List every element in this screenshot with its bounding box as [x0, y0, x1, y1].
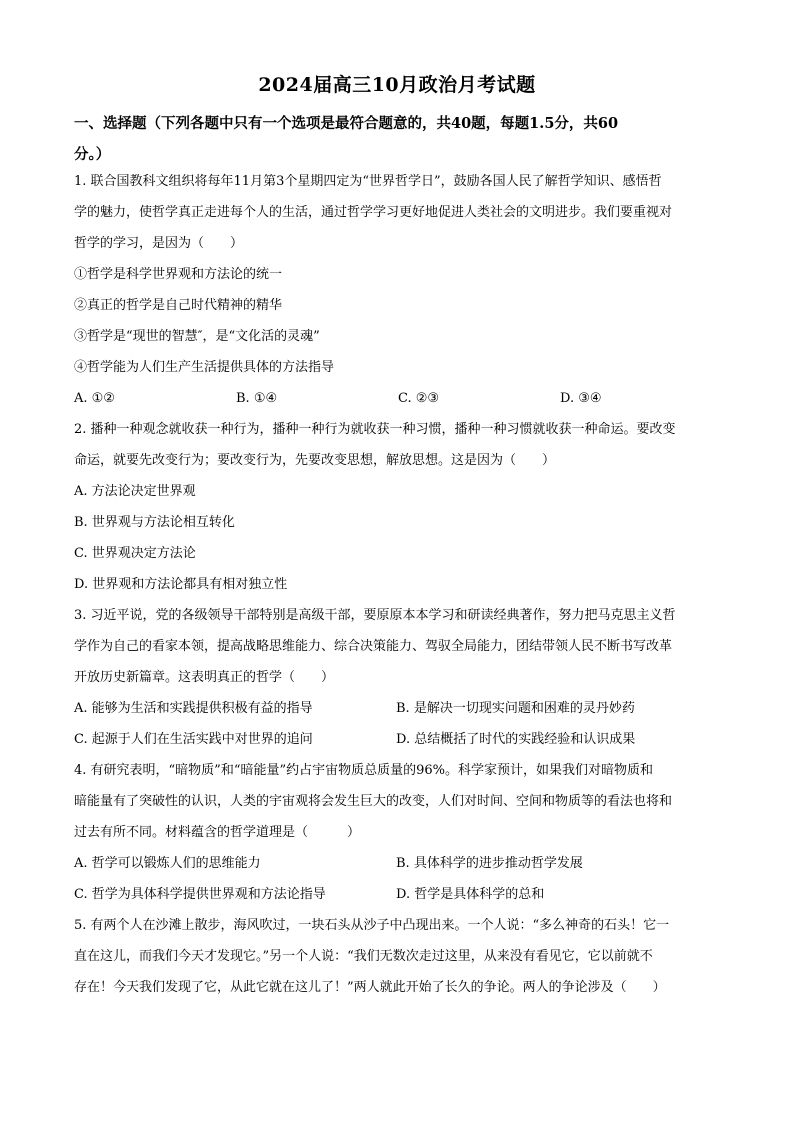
question-text-line: 命运，就要先改变行为；要改变行为，先要改变思想，解放思想。这是因为（ ）	[74, 453, 556, 468]
option-b[interactable]: B. 世界观与方法论相互转化	[74, 515, 235, 530]
question-2	[74, 414, 724, 600]
question-text-line: 2. 播种一种观念就收获一种行为，播种一种行为就收获一种习惯，播种一种习惯就收获一种命运。要改变	[74, 422, 676, 437]
option-row	[74, 693, 724, 724]
option-a[interactable]: A. 方法论决定世界观	[74, 484, 196, 499]
option-c[interactable]: C. 起源于人们在生活实践中对世界的追问	[74, 732, 313, 747]
question-3	[74, 600, 724, 755]
option-a[interactable]: A. 能够为生活和实践提供积极有益的指导	[74, 701, 313, 716]
option-b[interactable]: B. ①④	[236, 391, 278, 406]
option-c[interactable]: C. ②③	[398, 391, 440, 406]
question-text-line: 4. 有研究表明，“暗物质”和“暗能量”约占宇宙物质总质量的96%。科学家预计，如果我们对暗物质和	[74, 763, 654, 778]
question-text-line: 哲学的学习，是因为（ ）	[74, 236, 244, 251]
option-b[interactable]: B. 是解决一切现实问题和困难的灵丹妙药	[396, 701, 635, 716]
question-4	[74, 755, 724, 910]
option-a[interactable]: A. 哲学可以锻炼人们的思维能力	[74, 856, 261, 871]
option-row	[74, 879, 724, 910]
question-1	[74, 166, 724, 414]
statement: ④哲学能为人们生产生活提供具体的方法指导	[74, 360, 335, 375]
option-a[interactable]: A. ①②	[74, 391, 115, 406]
question-text-line: 开放历史新篇章。这表明真正的哲学（ ）	[74, 670, 335, 685]
question-text-line: 存在！今天我们发现了它，从此它就在这儿了！”两人就此开始了长久的争论。两人的争论涉及（ ）	[74, 980, 666, 995]
option-d[interactable]: D. 哲学是具体科学的总和	[396, 887, 545, 902]
question-text-line: 直在这儿，而我们今天才发现它。”另一个人说：“我们无数次走过这里，从来没有看见它，它以前就不	[74, 949, 653, 964]
page-title: 2024届高三10月政治月考试题	[258, 74, 536, 96]
question-text-line: 过去有所不同。材料蕴含的哲学道理是（ ）	[74, 825, 361, 840]
option-row	[74, 848, 724, 879]
statement: ②真正的哲学是自己时代精神的精华	[74, 298, 283, 313]
option-c[interactable]: C. 哲学为具体科学提供世界观和方法论指导	[74, 887, 326, 902]
option-c[interactable]: C. 世界观决定方法论	[74, 546, 196, 561]
section-heading	[74, 108, 714, 170]
question-text-line: 学的魅力，使哲学真正走进每个人的生活，通过哲学学习更好地促进人类社会的文明进步。我们要重视对	[74, 205, 673, 220]
option-b[interactable]: B. 具体科学的进步推动哲学发展	[396, 856, 583, 871]
option-d[interactable]: D. 总结概括了时代的实践经验和认识成果	[396, 732, 636, 747]
question-text-line: 暗能量有了突破性的认识，人类的宇宙观将会发生巨大的改变，人们对时间、空间和物质等的看法也将和	[74, 794, 673, 809]
section-heading-line: 分。）	[74, 146, 111, 163]
question-text-line: 学作为自己的看家本领，提高战略思维能力、综合决策能力、驾驭全局能力，团结带领人民不断书写改革	[74, 639, 673, 654]
option-d[interactable]: D. 世界观和方法论都具有相对独立性	[74, 577, 288, 592]
option-d[interactable]: D. ③④	[560, 391, 602, 406]
question-text-line: 1. 联合国教科文组织将每年11月第3个星期四定为“世界哲学日”，鼓励各国人民了解哲学知识、感悟哲	[74, 174, 662, 189]
option-row	[74, 724, 724, 755]
statement: ①哲学是科学世界观和方法论的统一	[74, 267, 283, 282]
section-heading-line: 一、选择题（下列各题中只有一个选项是最符合题意的，共40题，每题1.5分，共60	[74, 115, 619, 132]
option-row	[74, 383, 724, 414]
question-5	[74, 910, 724, 1003]
question-text-line: 3. 习近平说，党的各级领导干部特别是高级干部，要原原本本学习和研读经典著作，努力把马克思主义哲	[74, 608, 676, 623]
statement: ③哲学是“现世的智慧″，是“文化活的灵魂”	[74, 329, 320, 344]
questions	[74, 166, 724, 1003]
question-text-line: 5. 有两个人在沙滩上散步，海风吹过，一块石头从沙子中凸现出来。一个人说：“多么神奇的石头！它一	[74, 918, 670, 933]
